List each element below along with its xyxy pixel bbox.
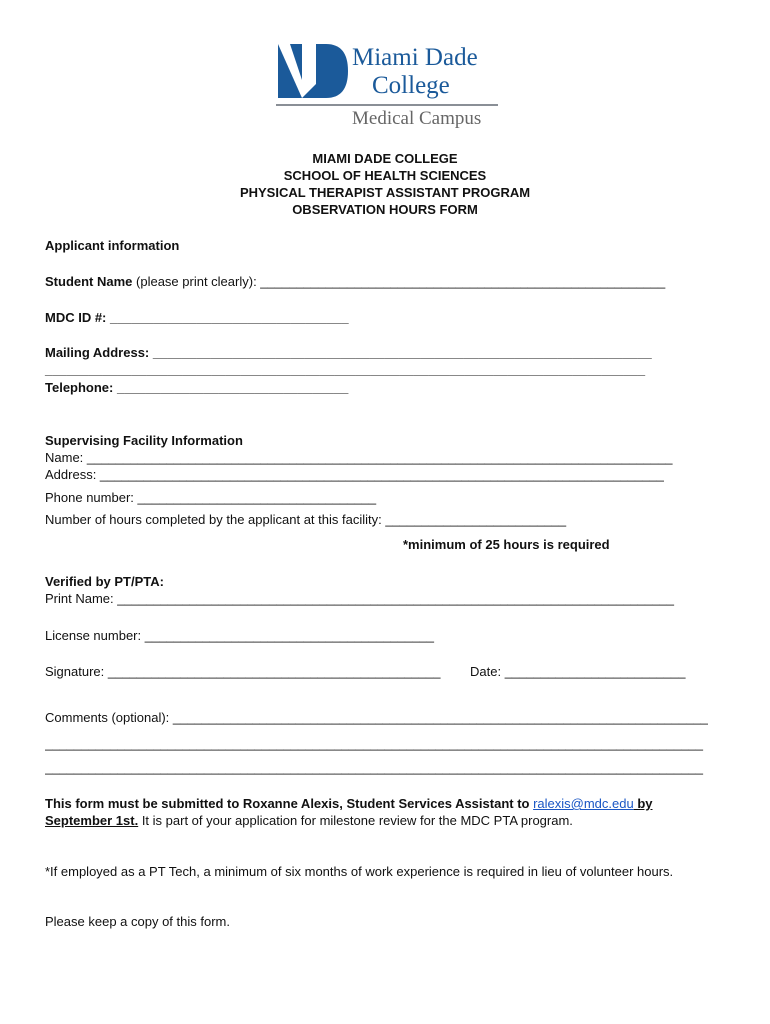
mailing-address-blank-2[interactable]: ___________________________________________________________________________________: [45, 362, 646, 377]
mdc-logo-mark-icon: [276, 42, 352, 100]
comments-field[interactable]: [45, 710, 708, 726]
facility-phone-label: Phone number:: [45, 490, 138, 505]
license-number-label: License number:: [45, 628, 145, 643]
license-number-field[interactable]: [45, 628, 434, 644]
facility-phone-field[interactable]: [45, 490, 376, 506]
signature-label: Signature:: [45, 664, 108, 679]
facility-address-label: Address:: [45, 467, 100, 482]
facility-name-blank[interactable]: _________________________________________________________________________________: [86, 450, 673, 465]
pt-tech-note: *If employed as a PT Tech, a minimum of six months of work experience is required in lieu of volunteer hours.: [45, 864, 674, 879]
submission-line-2: [45, 813, 573, 829]
facility-phone-blank[interactable]: _________________________________: [137, 490, 377, 505]
hours-completed-blank[interactable]: _________________________: [385, 512, 567, 527]
submission-text: This form must be submitted to Roxanne Alexis, Student Services Assistant to: [45, 796, 534, 811]
print-name-blank[interactable]: _____________________________________________________________________________: [117, 591, 674, 606]
signature-blank[interactable]: ______________________________________________: [107, 664, 441, 679]
telephone-blank[interactable]: ________________________________: [116, 380, 349, 395]
date-label: Date:: [470, 664, 505, 679]
date-field[interactable]: [470, 664, 685, 680]
student-name-label: Student Name: [45, 274, 133, 289]
print-name-label: Print Name:: [45, 591, 118, 606]
print-name-field[interactable]: [45, 591, 674, 607]
mailing-address-field[interactable]: [45, 345, 652, 361]
logo-line-1: Miami Dade: [352, 44, 478, 71]
verified-section-title: Verified by PT/PTA:: [45, 574, 164, 589]
student-name-field[interactable]: [45, 274, 665, 290]
logo-campus: Medical Campus: [352, 108, 482, 129]
logo-divider: [276, 104, 498, 106]
telephone-field[interactable]: [45, 380, 348, 396]
comments-label: Comments (optional):: [45, 710, 173, 725]
facility-address-blank[interactable]: ______________________________________________________________________________: [99, 467, 664, 482]
facility-section-title: Supervising Facility Information: [45, 433, 243, 448]
applicant-section-title: Applicant information: [45, 238, 180, 253]
submission-deadline: September 1st.: [45, 813, 139, 828]
license-number-blank[interactable]: ________________________________________: [144, 628, 434, 643]
mailing-address-blank[interactable]: _____________________________________________________________________: [152, 345, 652, 360]
comments-blank-2[interactable]: ___________________________________________________________________________________________: [45, 736, 703, 751]
minimum-hours-note: *minimum of 25 hours is required: [403, 537, 610, 552]
form-heading: [0, 150, 770, 218]
mdc-id-field[interactable]: [45, 310, 349, 326]
mdc-id-label: MDC ID #:: [45, 310, 110, 325]
logo-college-name: [352, 44, 478, 100]
heading-line-4: OBSERVATION HOURS FORM: [292, 202, 478, 217]
student-name-hint: (please print clearly):: [132, 274, 261, 289]
keep-copy-note: Please keep a copy of this form.: [45, 914, 230, 929]
college-logo: [276, 42, 500, 132]
date-blank[interactable]: _________________________: [504, 664, 686, 679]
submission-line-1: [45, 796, 653, 812]
comments-blank-3[interactable]: ___________________________________________________________________________________________: [45, 760, 703, 775]
heading-line-3: PHYSICAL THERAPIST ASSISTANT PROGRAM: [239, 185, 531, 200]
telephone-label: Telephone:: [45, 380, 117, 395]
comments-blank-1[interactable]: __________________________________________________________________________: [172, 710, 708, 725]
email-link[interactable]: ralexis@mdc.edu: [533, 796, 634, 811]
heading-line-2: SCHOOL OF HEALTH SCIENCES: [283, 168, 487, 183]
facility-address-field[interactable]: [45, 467, 664, 483]
hours-completed-label: Number of hours completed by the applicant at this facility:: [45, 512, 386, 527]
mailing-address-label: Mailing Address:: [45, 345, 153, 360]
heading-line-1: MIAMI DADE COLLEGE: [312, 151, 458, 166]
submission-by: by: [633, 796, 653, 811]
hours-completed-field[interactable]: [45, 512, 566, 528]
submission-milestone-text: It is part of your application for milestone review for the MDC PTA program.: [138, 813, 573, 828]
mdc-id-blank[interactable]: _________________________________: [110, 310, 349, 325]
student-name-blank[interactable]: ________________________________________________________: [260, 274, 666, 289]
facility-name-field[interactable]: [45, 450, 673, 466]
facility-name-label: Name:: [45, 450, 87, 465]
signature-field[interactable]: [45, 664, 440, 680]
logo-line-2: College: [372, 72, 450, 99]
